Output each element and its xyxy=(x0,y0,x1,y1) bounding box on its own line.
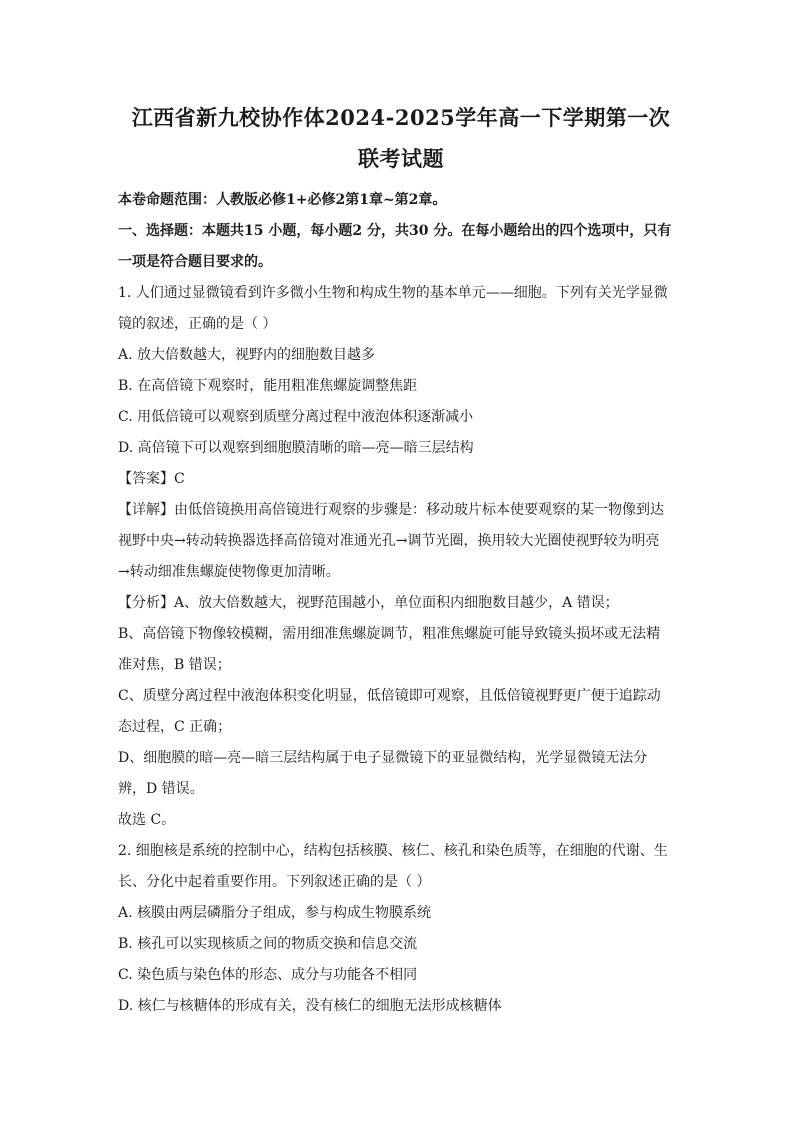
option-c: C. 染色质与染色体的形态、成分与功能各不相同 xyxy=(118,967,418,983)
detail-explanation-line2: 视野中央→转动转换器选择高倍镜对准通光孔→调节光圈，换用较大光圈使视野较为明亮 xyxy=(118,533,660,549)
option-a: A. 核膜由两层磷脂分子组成，参与构成生物膜系统 xyxy=(118,905,432,921)
section-heading: 一、选择题：本题共15 小题，每小题2 分，共30 分。在每小题给出的四个选项中，只有 xyxy=(118,223,672,239)
option-c: C. 用低倍镜可以观察到质壁分离过程中液泡体积逐渐减小 xyxy=(118,409,474,425)
question-stem-continued: 长、分化中起着重要作用。下列叙述正确的是（ ） xyxy=(118,874,431,890)
exam-scope: 本卷命题范围：人教版必修1+必修2第1章~第2章。 xyxy=(118,192,447,208)
section-heading-continued: 一项是符合题目要求的。 xyxy=(118,254,272,270)
page-title: 江西省新九校协作体2024-2025学年高一下学期第一次 xyxy=(131,105,671,130)
analysis-line7: 辨，D 错误。 xyxy=(118,781,204,797)
analysis-line2: B、高倍镜下物像较模糊，需用细准焦螺旋调节，粗准焦螺旋可能导致镜头损坏或无法精 xyxy=(118,626,661,642)
page-title-continued: 联考试题 xyxy=(358,146,444,171)
option-d: D. 高倍镜下可以观察到细胞膜清晰的暗—亮—暗三层结构 xyxy=(118,440,474,456)
question-stem: 2. 细胞核是系统的控制中心，结构包括核膜、核仁、核孔和染色质等，在细胞的代谢、生 xyxy=(118,843,668,859)
analysis-line3: 准对焦，B 错误； xyxy=(118,657,231,673)
question-2 xyxy=(118,836,684,1022)
question-stem-continued: 镜的叙述，正确的是（ ） xyxy=(118,316,277,332)
detail-explanation: 【详解】由低倍镜换用高倍镜进行观察的步骤是：移动玻片标本使要观察的某一物像到达 xyxy=(118,502,664,518)
option-b: B. 在高倍镜下观察时，能用粗准焦螺旋调整焦距 xyxy=(118,378,418,394)
option-a: A. 放大倍数越大，视野内的细胞数目越多 xyxy=(118,347,376,363)
answer: 【答案】C xyxy=(118,471,185,487)
analysis-line6: D、细胞膜的暗—亮—暗三层结构属于电子显微镜下的亚显微结构，光学显微镜无法分 xyxy=(118,750,648,766)
question-1 xyxy=(118,278,684,836)
analysis-line5: 态过程，C 正确； xyxy=(118,719,232,735)
option-d: D. 核仁与核糖体的形成有关，没有核仁的细胞无法形成核糖体 xyxy=(118,998,502,1014)
option-b: B. 核孔可以实现核质之间的物质交换和信息交流 xyxy=(118,936,418,952)
conclusion: 故选 C。 xyxy=(118,812,176,828)
question-stem: 1. 人们通过显微镜看到许多微小生物和构成生物的基本单元——细胞。下列有关光学显微 xyxy=(118,285,668,301)
analysis-line4: C、质壁分离过程中液泡体积变化明显，低倍镜即可观察，且低倍镜视野更广便于追踪动 xyxy=(118,688,661,704)
detail-explanation-line3: →转动细准焦螺旋使物像更加清晰。 xyxy=(118,564,340,580)
analysis: 【分析】A、放大倍数越大，视野范围越小，单位面积内细胞数目越少，A 错误； xyxy=(118,595,619,611)
